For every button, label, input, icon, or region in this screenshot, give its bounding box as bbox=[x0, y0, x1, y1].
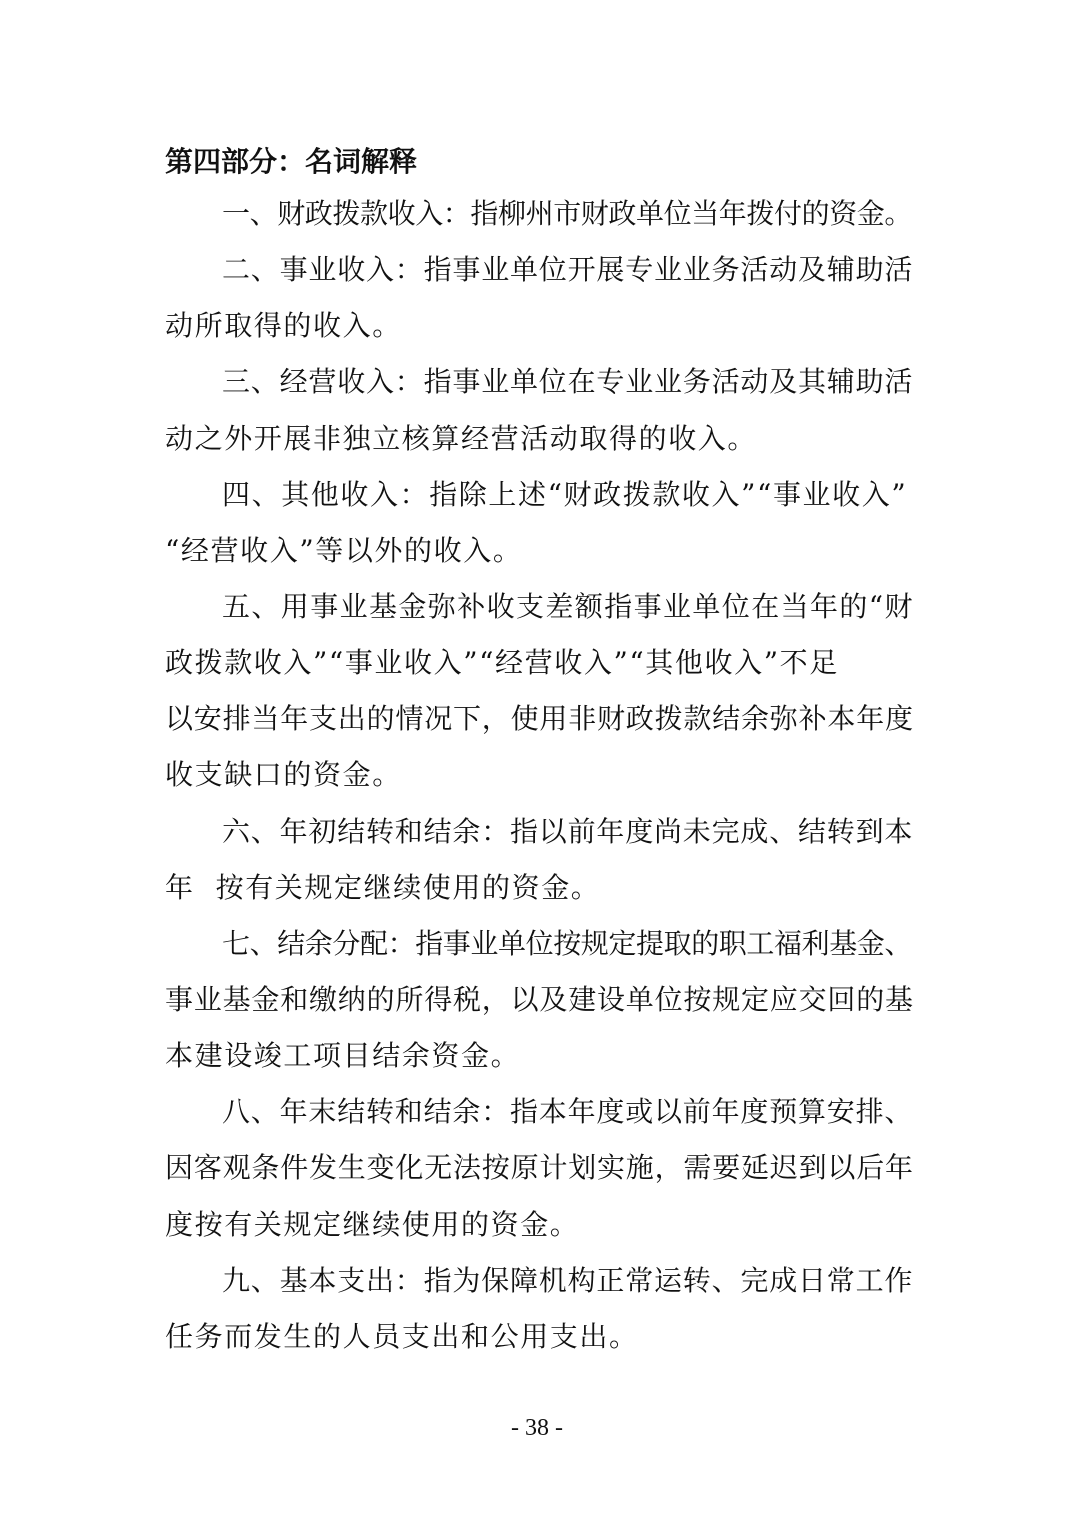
definition-line: 动所取得的收入。 bbox=[165, 309, 402, 343]
page-number: - 38 - bbox=[511, 1415, 563, 1441]
definition-line: 七、结余分配：指事业单位按规定提取的职工福利基金、 bbox=[222, 926, 913, 960]
definition-line: 二、事业收入：指事业单位开展专业业务活动及辅助活 bbox=[222, 253, 914, 287]
definition-line: 一、财政拨款收入：指柳州市财政单位当年拨付的资金。 bbox=[222, 197, 913, 230]
definition-line: 五、用事业基金弥补收支差额指事业单位在当年的“财 bbox=[222, 589, 914, 623]
definition-line: 六、年初结转和结余：指以前年度尚未完成、结转到本 bbox=[222, 814, 914, 848]
definition-line: 动之外开展非独立核算经营活动取得的收入。 bbox=[165, 421, 758, 455]
definition-line: 因客观条件发生变化无法按原计划实施，需要延迟到以后年 bbox=[165, 1151, 914, 1185]
definition-line: 任务而发生的人员支出和公用支出。 bbox=[165, 1319, 639, 1353]
definition-line: 年 按有关规定继续使用的资金。 bbox=[165, 870, 601, 904]
definition-line: “经营收入”等以外的收入。 bbox=[165, 533, 523, 567]
definition-line: 三、经营收入：指事业单位在专业业务活动及其辅助活 bbox=[222, 365, 914, 399]
definitions-body bbox=[165, 186, 915, 1365]
definition-line: 本建设竣工项目结余资金。 bbox=[165, 1039, 521, 1073]
definition-line: 九、基本支出：指为保障机构正常运转、完成日常工作 bbox=[222, 1263, 914, 1297]
definition-line: 八、年末结转和结余：指本年度或以前年度预算安排、 bbox=[222, 1095, 914, 1129]
definition-line: 度按有关规定继续使用的资金。 bbox=[165, 1207, 580, 1241]
definition-line: 四、其他收入：指除上述“财政拨款收入”“事业收入” bbox=[222, 477, 908, 511]
section-heading: 第四部分：名词解释 bbox=[165, 145, 418, 178]
definition-line: 收支缺口的资金。 bbox=[165, 758, 402, 792]
definition-line: 事业基金和缴纳的所得税，以及建设单位按规定应交回的基 bbox=[165, 982, 914, 1016]
definition-line: 政拨款收入”“事业收入”“经营收入”“其他收入”不足 bbox=[165, 646, 839, 680]
definition-line: 以安排当年支出的情况下，使用非财政拨款结余弥补本年度 bbox=[165, 702, 914, 736]
